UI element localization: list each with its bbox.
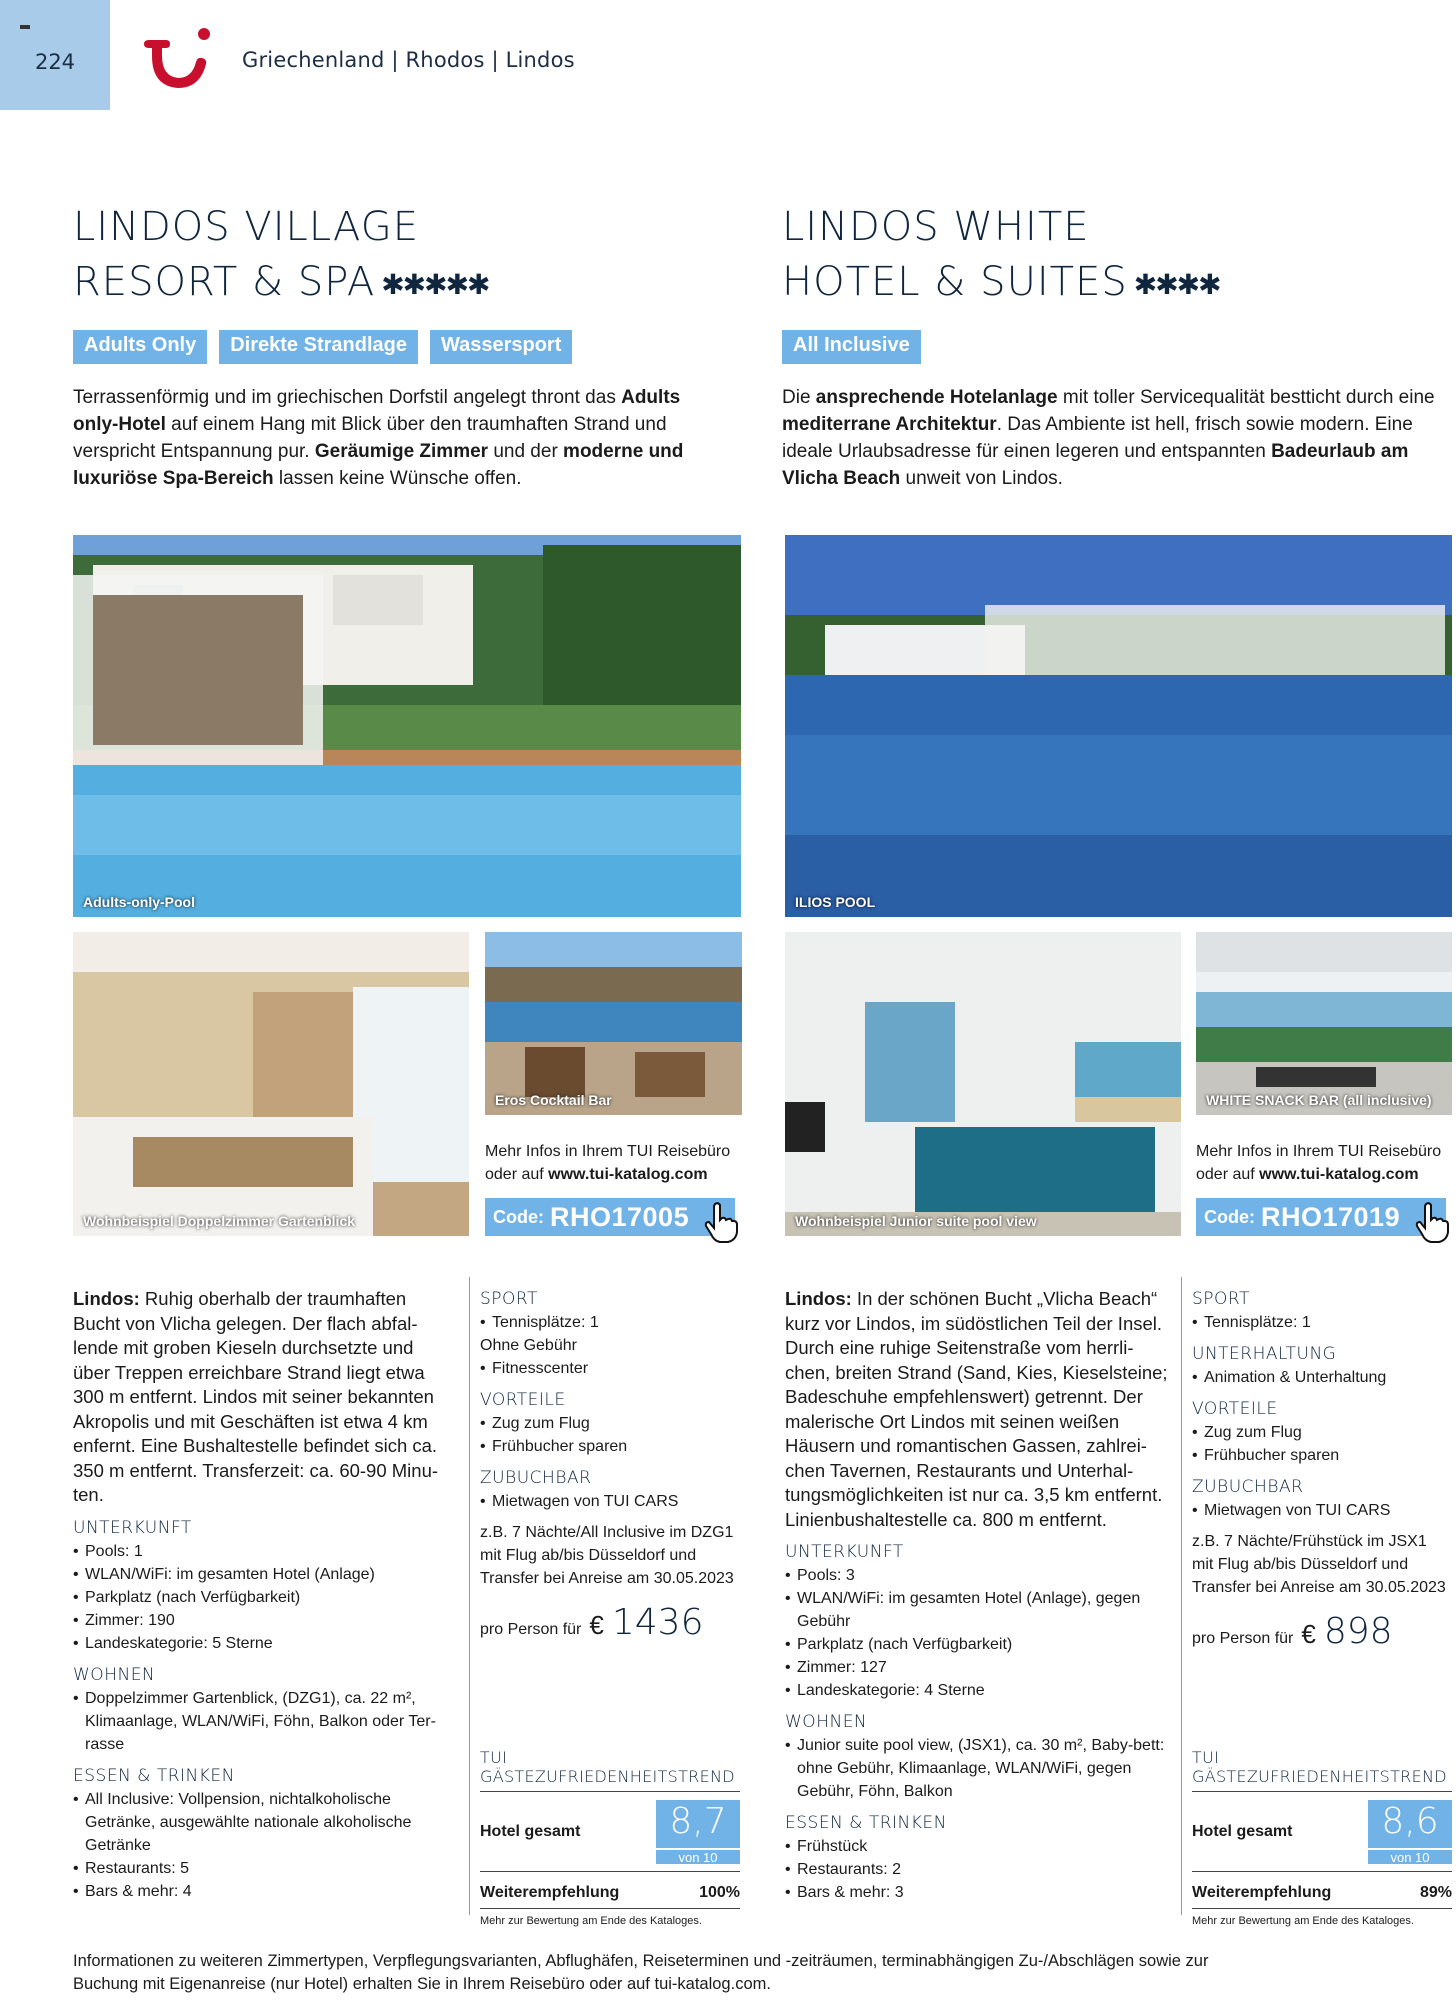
- list-item: • Restaurants: 5: [73, 1857, 448, 1880]
- hotel-intro: [73, 384, 723, 492]
- location-text: Lindos: In der schönen Bucht „Vlicha Beach“ kurz vor Lindos, im südöstlichen Teil der Insel. Durch eine ruhige Seitenstraße vom herrli-chen, breiten Strand (Sand, Kies, Kieselsteine; Badeschuhe empfehlenswert) getrennt. Der malerische Ort Lindos mit seinen weißen Häusern und romantischen Gassen, zahlrei-chen Tavernen, Restaurants und Unterhal-tungsmöglichkeiten ist nur ca. 3,5 km entfernt. Linienbushaltestelle ca. 800 m entfernt.: [785, 1288, 1168, 1530]
- pointer-hand-icon: [701, 1200, 741, 1244]
- star-rating: ✱✱✱✱: [1133, 267, 1220, 301]
- section-list: [785, 1835, 1175, 1904]
- hotel-1-details: [73, 1287, 448, 1903]
- list-item: • Bars & mehr: 4: [73, 1880, 448, 1903]
- tui-logo: [140, 26, 220, 90]
- hotel-total-row: Hotel gesamt 8,7 von 10: [480, 1792, 740, 1872]
- booking-code[interactable]: Code: RHO17005: [485, 1198, 735, 1236]
- list-item: • Doppelzimmer Gartenblick, (DZG1), ca. 22 m², Klimaanlage, WLAN/WiFi, Föhn, Balkon oder Ter-rasse: [73, 1687, 448, 1756]
- photo-caption: Eros Cocktail Bar: [495, 1092, 612, 1108]
- rating-note: Mehr zur Bewertung am Ende des Kataloges.: [480, 1915, 702, 1927]
- section-list: [480, 1412, 740, 1458]
- offer-text: z.B. 7 Nächte/All Inclusive im DZG1 mit Flug ab/bis Düsseldorf und Transfer bei Anreise am 30.05.2023: [480, 1524, 734, 1587]
- photo-ilios-pool[interactable]: [785, 535, 1452, 917]
- page-number: 224: [34, 50, 76, 74]
- catalog-link[interactable]: www.tui-katalog.com: [548, 1166, 708, 1183]
- hotel-2-rating: [1192, 1748, 1452, 1927]
- list-item: • Frühbucher sparen: [480, 1435, 740, 1458]
- section-heading: WOHNEN: [73, 1664, 156, 1685]
- section-heading: VORTEILE: [480, 1390, 566, 1410]
- section-list: [1192, 1366, 1452, 1389]
- intro-segment: unweit von Lindos.: [900, 467, 1063, 489]
- price-value: 898: [1323, 1611, 1393, 1652]
- intro-segment: Adults only-Hotel: [73, 386, 681, 435]
- photo-snack-bar[interactable]: [1196, 932, 1452, 1115]
- hotel-1-rating: [480, 1748, 740, 1927]
- photo-junior-suite[interactable]: [785, 932, 1181, 1236]
- score-badge: 8,6 von 10: [1368, 1800, 1452, 1864]
- list-item: • Pools: 3: [785, 1564, 1175, 1587]
- list-item: • Zug zum Flug: [480, 1412, 740, 1435]
- more-info: Mehr Infos in Ihrem TUI Reisebüro oder auf www.tui-katalog.com: [1196, 1143, 1442, 1183]
- offer-text: z.B. 7 Nächte/Frühstück im JSX1 mit Flug ab/bis Düsseldorf und Transfer bei Anreise am 30.05.2023: [1192, 1533, 1446, 1596]
- section-heading: ZUBUCHBAR: [1192, 1477, 1304, 1497]
- section-heading: SPORT: [1192, 1289, 1250, 1309]
- price: pro Person für € 1436: [480, 1602, 704, 1643]
- feature-tag: All Inclusive: [782, 330, 921, 364]
- location-text: Lindos: Ruhig oberhalb der traumhaften Bucht von Vlicha gelegen. Der flach abfal-lende mit groben Kieseln durchsetzte und über Treppen erreichbare Strand liegt etwa 300 m entfernt. Lindos mit seiner bekannten Akropolis und mit Geschäften ist etwa 4 km enfernt. Eine Bushaltestelle befindet sich ca. 350 m entfernt. Transferzeit: ca. 60-90 Minu-ten.: [73, 1288, 439, 1505]
- section-heading: UNTERKUNFT: [785, 1542, 904, 1562]
- hotel-tags: [782, 330, 1452, 364]
- section-heading: UNTERKUNFT: [73, 1517, 192, 1538]
- list-item: • Zimmer: 127: [785, 1656, 1175, 1679]
- section-heading: WOHNEN: [785, 1712, 868, 1732]
- sidebar-sections: [480, 1287, 740, 1513]
- pointer-hand-icon: [1412, 1200, 1452, 1244]
- list-item: • Pools: 1: [73, 1540, 448, 1563]
- list-item: • WLAN/WiFi: im gesamten Hotel (Anlage), gegen Gebühr: [785, 1587, 1175, 1633]
- feature-tag: Wassersport: [430, 330, 572, 364]
- section-heading: SPORT: [480, 1289, 538, 1309]
- score-badge: 8,7 von 10: [656, 1800, 740, 1864]
- section-heading: VORTEILE: [1192, 1399, 1278, 1419]
- sidebar-sections: [1192, 1287, 1452, 1522]
- list-item: • Fitnesscenter: [480, 1357, 740, 1380]
- list-item: • Tennisplätze: 1: [1192, 1311, 1452, 1334]
- rating-note: Mehr zur Bewertung am Ende des Kataloges.: [1192, 1915, 1414, 1927]
- rating-title: TUI GÄSTEZUFRIEDENHEITSTREND: [480, 1748, 740, 1792]
- intro-segment: Geräumige Zimmer: [314, 440, 489, 462]
- intro-segment: moderne und luxuriöse Spa-Bereich: [73, 440, 684, 489]
- section-list: [73, 1540, 448, 1655]
- feature-tag: Direkte Strandlage: [219, 330, 418, 364]
- intro-segment: . Das Ambiente ist hell, frisch sowie modern. Eine ideale Urlaubsadresse für einen legeren und entspannten: [782, 413, 1413, 462]
- intro-segment: Die: [782, 386, 816, 408]
- list-item: • Mietwagen von TUI CARS: [1192, 1499, 1452, 1522]
- section-heading: ESSEN & TRINKEN: [785, 1813, 947, 1833]
- price-value: 1436: [611, 1602, 704, 1643]
- hotel-title: LINDOS WHITE HOTEL & SUITES ✱✱✱✱: [782, 204, 1220, 305]
- section-list: [1192, 1421, 1452, 1467]
- photo-caption: WHITE SNACK BAR (all inclusive): [1206, 1092, 1432, 1108]
- list-item: • Animation & Unterhaltung: [1192, 1366, 1452, 1389]
- section-heading: UNTERHALTUNG: [1192, 1344, 1337, 1364]
- photo-double-room[interactable]: [73, 932, 469, 1236]
- intro-segment: ansprechende Hotelanlage: [815, 386, 1058, 408]
- hotel-2-sidebar: [1192, 1287, 1452, 1652]
- rating-title: TUI GÄSTEZUFRIEDENHEITSTREND: [1192, 1748, 1452, 1792]
- price: pro Person für € 898: [1192, 1611, 1393, 1652]
- hotel-1-sidebar: [480, 1287, 740, 1643]
- intro-segment: Terrassenförmig und im griechischen Dorfstil angelegt thront das: [73, 386, 622, 408]
- recommend-row: Weiterempfehlung 100%: [480, 1872, 740, 1909]
- intro-segment: mit toller Servicequalität bestticht durch eine: [1057, 386, 1435, 408]
- list-item: • Landeskategorie: 4 Sterne: [785, 1679, 1175, 1702]
- list-item: • Mietwagen von TUI CARS: [480, 1490, 740, 1513]
- hotel-title: LINDOS VILLAGE RESORT & SPA ✱✱✱✱✱: [73, 204, 489, 305]
- list-item: • Junior suite pool view, (JSX1), ca. 30 m², Baby-bett: ohne Gebühr, Klimaanlage, WLAN/WiFi, gegen Gebühr, Föhn, Balkon: [785, 1734, 1175, 1803]
- photo-caption: Adults-only-Pool: [83, 894, 195, 910]
- section-heading: ESSEN & TRINKEN: [73, 1765, 235, 1786]
- column-divider: [469, 1277, 470, 1915]
- photo-caption: ILIOS POOL: [795, 894, 876, 910]
- list-item: • Bars & mehr: 3: [785, 1881, 1175, 1904]
- list-item: • All Inclusive: Vollpension, nichtalkoholische Getränke, ausgewählte nationale alkoholische Getränke: [73, 1788, 448, 1857]
- list-item: • Parkplatz (nach Verfügbarkeit): [73, 1586, 448, 1609]
- intro-segment: und der: [488, 440, 564, 462]
- section-list: [73, 1788, 448, 1903]
- section-list: [1192, 1499, 1452, 1522]
- photo-adults-only-pool[interactable]: [73, 535, 741, 917]
- list-item: • Zug zum Flug: [1192, 1421, 1452, 1444]
- intro-segment: Badeurlaub am Vlicha Beach: [782, 440, 1409, 489]
- section-list: [480, 1311, 740, 1380]
- list-item: • Zimmer: 190: [73, 1609, 448, 1632]
- photo-cocktail-bar[interactable]: [485, 932, 742, 1115]
- intro-segment: auf einem Hang mit Blick über den traumhaften Strand und verspricht Entspannung pur.: [73, 413, 667, 462]
- page-number-box: [0, 0, 110, 110]
- list-item: • Tennisplätze: 1: [480, 1311, 740, 1334]
- booking-code[interactable]: Code: RHO17019: [1196, 1198, 1446, 1236]
- hotel-tags: [73, 330, 753, 364]
- hotel-2-header: [782, 200, 1452, 492]
- footer-note: Informationen zu weiteren Zimmertypen, Verpflegungsvarianten, Abflughäfen, Reiseterminen und -zeiträumen, terminabhängigen Zu-/Abschlägen sowie zur Buchung mit Eigenanreise (nur Hotel) erhalten Sie in Ihrem Reisebüro oder auf tui-katalog.com.: [73, 1952, 1209, 1993]
- photo-caption: Wohnbeispiel Doppelzimmer Gartenblick: [83, 1213, 356, 1229]
- list-item: • Frühbucher sparen: [1192, 1444, 1452, 1467]
- section-heading: ZUBUCHBAR: [480, 1468, 592, 1488]
- hotel-intro: [782, 384, 1452, 492]
- section-list: [480, 1490, 740, 1513]
- hotel-1-header: [73, 200, 753, 492]
- section-list: [1192, 1311, 1452, 1334]
- list-item: • Restaurants: 2: [785, 1858, 1175, 1881]
- intro-segment: mediterrane Architektur: [782, 413, 997, 435]
- section-list: [785, 1564, 1175, 1702]
- more-info: Mehr Infos in Ihrem TUI Reisebüro oder auf www.tui-katalog.com: [485, 1143, 731, 1183]
- recommend-row: Weiterempfehlung 89%: [1192, 1872, 1452, 1909]
- hotel-2-details: [785, 1287, 1175, 1904]
- list-item: Ohne Gebühr: [480, 1337, 577, 1354]
- photo-caption: Wohnbeispiel Junior suite pool view: [795, 1213, 1037, 1229]
- feature-tag: Adults Only: [73, 330, 207, 364]
- hotel-total-row: Hotel gesamt 8,6 von 10: [1192, 1792, 1452, 1872]
- list-item: • Landeskategorie: 5 Sterne: [73, 1632, 448, 1655]
- section-list: [73, 1687, 448, 1756]
- menu-icon[interactable]: [20, 25, 30, 29]
- catalog-link[interactable]: www.tui-katalog.com: [1259, 1166, 1419, 1183]
- star-rating: ✱✱✱✱✱: [381, 267, 489, 301]
- section-list: [785, 1734, 1175, 1803]
- facts-sections: [785, 1540, 1175, 1904]
- breadcrumb: Griechenland | Rhodos | Lindos: [242, 48, 575, 72]
- list-item: • Parkplatz (nach Verfügbarkeit): [785, 1633, 1175, 1656]
- intro-segment: lassen keine Wünsche offen.: [273, 467, 522, 489]
- facts-sections: [73, 1516, 448, 1903]
- column-divider: [1181, 1277, 1182, 1915]
- list-item: • WLAN/WiFi: im gesamten Hotel (Anlage): [73, 1563, 448, 1586]
- list-item: • Frühstück: [785, 1835, 1175, 1858]
